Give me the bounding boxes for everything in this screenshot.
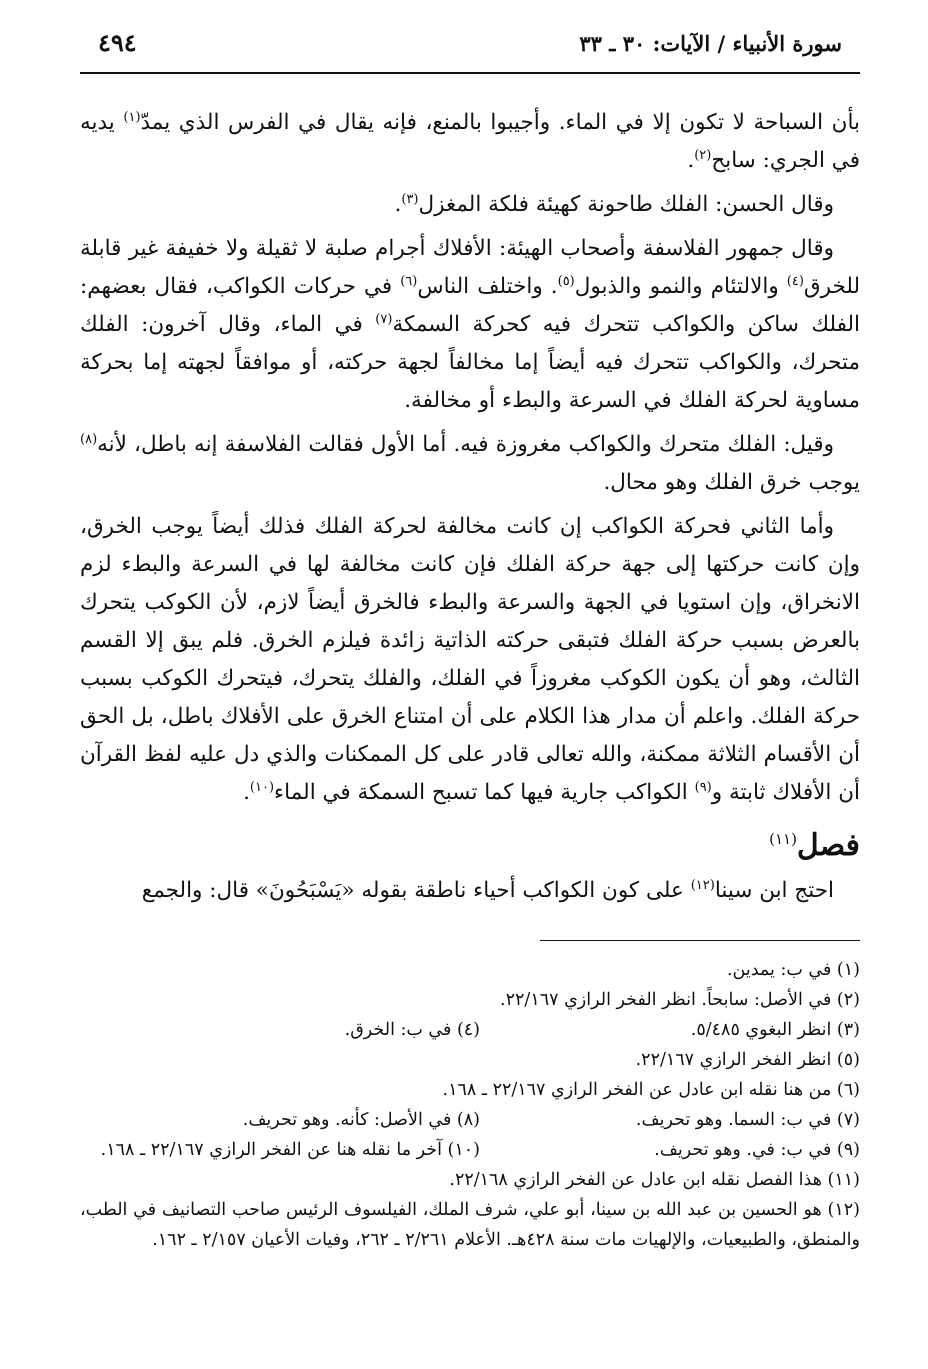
- footnote-5: (٥) انظر الفخر الرازي ٢٢/١٦٧.: [635, 1050, 860, 1070]
- footnote-3: (٣) انظر البغوي ٥/٤٨٥.: [690, 1020, 860, 1040]
- text-run: .: [687, 148, 695, 173]
- section-heading: [80, 824, 860, 868]
- footnote-ref-8: (٨): [80, 431, 98, 447]
- text-run: يوجب خرق الفلك وهو محال.: [603, 470, 860, 495]
- footnote-ref-2: (٢): [694, 147, 712, 163]
- footnote-ref-11: (١١): [769, 830, 797, 848]
- footnote-row: [80, 1105, 860, 1135]
- footnote-2: (٢) في الأصل: سابحاً. انظر الفخر الرازي ٢٢/١٦٧.: [500, 990, 860, 1010]
- text-run: وأما الثاني فحركة الكواكب إن كانت مخالفة لحركة الفلك فذلك أيضاً يوجب الخرق، وإن كانت حركتها إلى جهة حركة الفلك فإن كانت مخالفة لها في السرعة والبطء لزم الانخراق، وإن استويا في الجهة والسرعة والبطء فالخرق أيضاً لازم، لأن الكوكب يتحرك بالعرض بسبب حركة الفلك فتبقى حركته الذاتية زائدة فيلزم الخرق. فلم يبق إلا القسم الثالث، وهو أن يكون الكوكب مغروزاً في الفلك، والفلك يتحرك، فيتحرك الكوكب بسبب حركة الفلك. واعلم أن مدار هذا الكلام على أن امتناع الخرق على الأفلاك باطل، بل الحق أن الأقسام الثلاثة ممكنة، والله تعالى قادر على كل الممكنات والذي دل عليه لفظ القرآن أن الأفلاك ثابتة و: [80, 514, 860, 805]
- footnote-ref-4: (٤): [786, 273, 804, 289]
- page-number: ٤٩٤: [98, 28, 137, 57]
- footnote-ref-10: (١٠): [249, 779, 275, 795]
- footnote-12: (١٢) هو الحسين بن عبد الله بن سينا، أبو علي، شرف الملك، الفيلسوف الرئيس صاحب التصانيف في الطب، والمنطق، والطبيعيات، والإلهيات مات سنة ٤٢٨هـ. الأعلام ٢/٢٦١ ـ ٢٦٢، وفيات الأعيان ٢/١٥٧ ـ ١٦٢.: [80, 1200, 860, 1250]
- footnote-ref-6: (٦): [400, 273, 418, 289]
- footnote-ref-7: (٧): [375, 311, 393, 327]
- paragraph-2: [80, 186, 860, 224]
- footnote-9: (٩) في ب: في. وهو تحريف.: [654, 1140, 860, 1160]
- text-run: . واختلف الناس: [417, 274, 558, 299]
- text-run: وقيل: الفلك متحرك والكواكب مغروزة فيه. أما الأول فقالت الفلاسفة إنه باطل، لأنه: [97, 432, 834, 457]
- footnote-ref-1: (١): [123, 109, 141, 125]
- text-run: وقال جمهور الفلاسفة وأصحاب الهيئة: الأفلاك أجرام صلبة لا ثقيلة ولا خفيفة غير قابلة للخرق: [80, 236, 860, 299]
- body-text: [80, 104, 860, 910]
- footnote-ref-5: (٥): [557, 273, 575, 289]
- footnote-6: (٦) من هنا نقله ابن عادل عن الفخر الرازي ٢٢/١٦٧ ـ ١٦٨.: [442, 1080, 860, 1100]
- text-run: وقال الحسن: الفلك طاحونة كهيئة فلكة المغزل: [418, 192, 834, 217]
- paragraph-6: [80, 872, 860, 910]
- footnote-separator: [540, 940, 860, 941]
- section-heading-text: فصل: [796, 828, 860, 863]
- text-run: الكواكب جارية فيها كما تسبح السمكة في الماء: [274, 780, 695, 805]
- text-run: احتج ابن سينا: [714, 878, 834, 903]
- paragraph-5: [80, 508, 860, 812]
- text-run: في الماء، وقال آخرون: الفلك متحرك، والكواكب تتحرك فيه أيضاً إما مخالفاً لجهة حركته، أو موافقاً لجهته إما بحركة مساوية لحركة الفلك في السرعة والبطء أو مخالفة.: [80, 312, 860, 413]
- footnote-11: (١١) هذا الفصل نقله ابن عادل عن الفخر الرازي ٢٢/١٦٨.: [449, 1170, 860, 1190]
- footnote-ref-9: (٩): [694, 779, 712, 795]
- text-run: يديه في الجري: سابح: [80, 110, 860, 173]
- footnote-10: (١٠) آخر ما نقله هنا عن الفخر الرازي ٢٢/١٦٧ ـ ١٦٨.: [100, 1140, 480, 1160]
- footnote-7: (٧) في ب: السما. وهو تحريف.: [635, 1110, 860, 1130]
- footnote-row: [80, 1135, 860, 1165]
- footnote-8: (٨) في الأصل: كأنه. وهو تحريف.: [242, 1110, 480, 1130]
- footnote-1: (١) في ب: يمدين.: [726, 960, 860, 980]
- footnote-4: (٤) في ب: الخرق.: [344, 1020, 480, 1040]
- footnotes: [80, 955, 860, 1255]
- text-run: .: [394, 192, 402, 217]
- text-run: على كون الكواكب أحياء ناطقة بقوله «يَسْبَحُونَ» قال: والجمع: [141, 878, 691, 903]
- footnote-ref-3: (٣): [401, 191, 419, 207]
- text-run: والالتئام والنمو والذبول: [574, 274, 787, 299]
- paragraph-1: [80, 104, 860, 180]
- paragraph-4: [80, 426, 860, 502]
- footnote-ref-12: (١٢): [690, 877, 715, 893]
- text-run: .: [243, 780, 250, 805]
- running-header: [80, 28, 860, 74]
- footnote-row: [80, 1015, 860, 1045]
- text-run: في حركات الكواكب، فقال بعضهم: الفلك ساكن والكواكب تتحرك فيه كحركة السمكة: [80, 274, 860, 337]
- paragraph-3: [80, 230, 860, 420]
- book-page: [80, 28, 860, 1255]
- text-run: بأن السباحة لا تكون إلا في الماء. وأجيبوا بالمنع، فإنه يقال في الفرس الذي يمدّ: [140, 110, 860, 135]
- running-title: سورة الأنبياء / الآيات: ٣٠ ـ ٣٣: [579, 31, 842, 56]
